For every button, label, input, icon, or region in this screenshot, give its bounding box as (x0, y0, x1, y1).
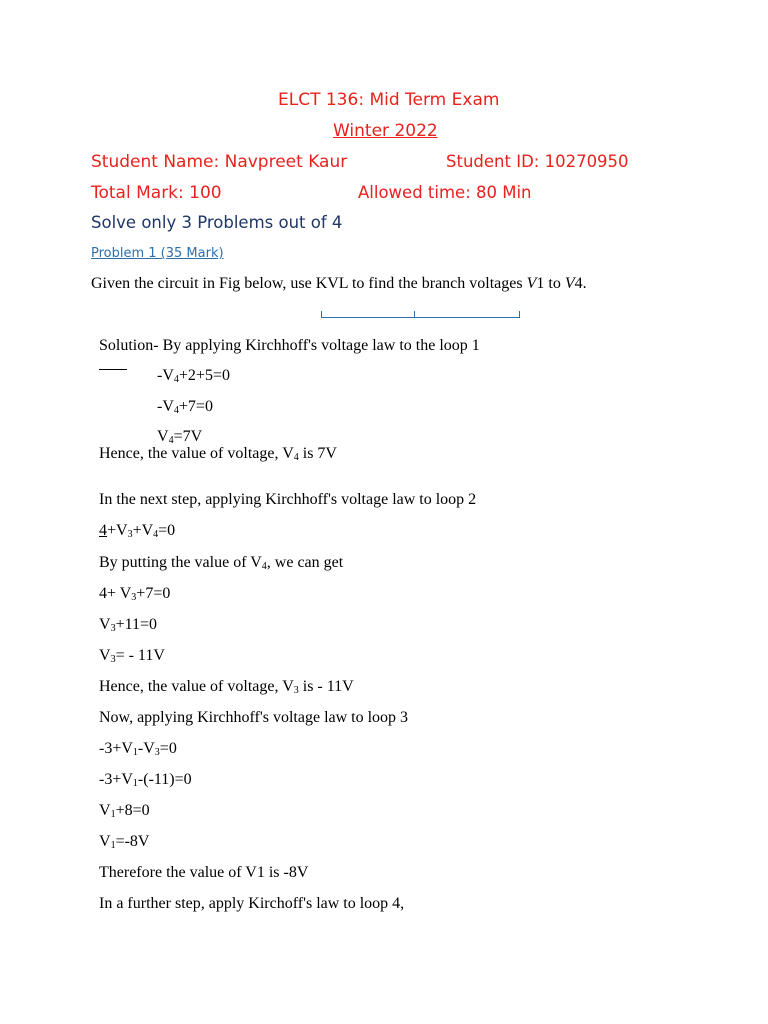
loop1-eq1: $-V_4+2+5=0$ (157, 367, 230, 385)
question-v4: V (564, 275, 575, 292)
question-v1: V (526, 275, 537, 292)
question-v1-num: 1 to (536, 275, 565, 292)
loop2-eq1: $4+V_3+V_4=0$ (99, 522, 176, 540)
loop3-eq1: $-3+V_1-V_3=0$ (99, 740, 177, 758)
loop3-eq2: $-3+V_1-(-11)=0$ (99, 771, 192, 789)
loop2-intro: In the next step, applying Kirchhoff's voltage law to loop 2 (99, 491, 477, 508)
loop1-eq2: $-V_4+7=0$ (157, 398, 213, 416)
total-mark: Total Mark: 100 (91, 183, 222, 203)
underline-mark (99, 369, 127, 370)
problem-question (91, 275, 587, 293)
student-id: Student ID: 10270950 (446, 152, 629, 171)
loop4-intro: In a further step, apply Kirchoff's law to loop 4, (99, 895, 405, 912)
loop3-eq3: $V_1+8=0$ (99, 802, 150, 820)
solution-intro: Solution- By applying Kirchhoff's voltage law to the loop 1 (99, 337, 480, 354)
loop2-eq3: $V_3+11=0$ (99, 616, 158, 634)
instruction: Solve only 3 Problems out of 4 (91, 213, 343, 232)
loop2-eq4: $V_3= - 11V$ (99, 647, 165, 665)
loop2-put: By putting the value of $V_4$, we can get (99, 554, 344, 572)
loop1-result: Hence, the value of voltage, $V_4$ is 7V (99, 445, 337, 463)
exam-title: ELCT 136: Mid Term Exam (278, 90, 500, 110)
student-name: Student Name: Navpreet Kaur (91, 152, 348, 172)
loop3-intro: Now, applying Kirchhoff's voltage law to loop 3 (99, 709, 409, 726)
loop3-eq4: $V_1=-8V$ (99, 833, 150, 851)
allowed-time: Allowed time: 80 Min (358, 183, 532, 202)
question-text: Given the circuit in Fig below, use KVL to find the branch voltages (91, 275, 527, 292)
loop1-eq3: $V_4=7V$ (157, 428, 203, 446)
loop2-result: Hence, the value of voltage, $V_3$ is - 11V (99, 678, 354, 696)
problem-title: Problem 1 (35 Mark) (91, 246, 224, 261)
loop2-eq2: $4+ V_3+7=0$ (99, 585, 171, 603)
exam-term: Winter 2022 (333, 121, 438, 141)
question-v4-num: 4. (574, 275, 587, 292)
loop3-result: Therefore the value of V1 is -8V (99, 864, 309, 881)
